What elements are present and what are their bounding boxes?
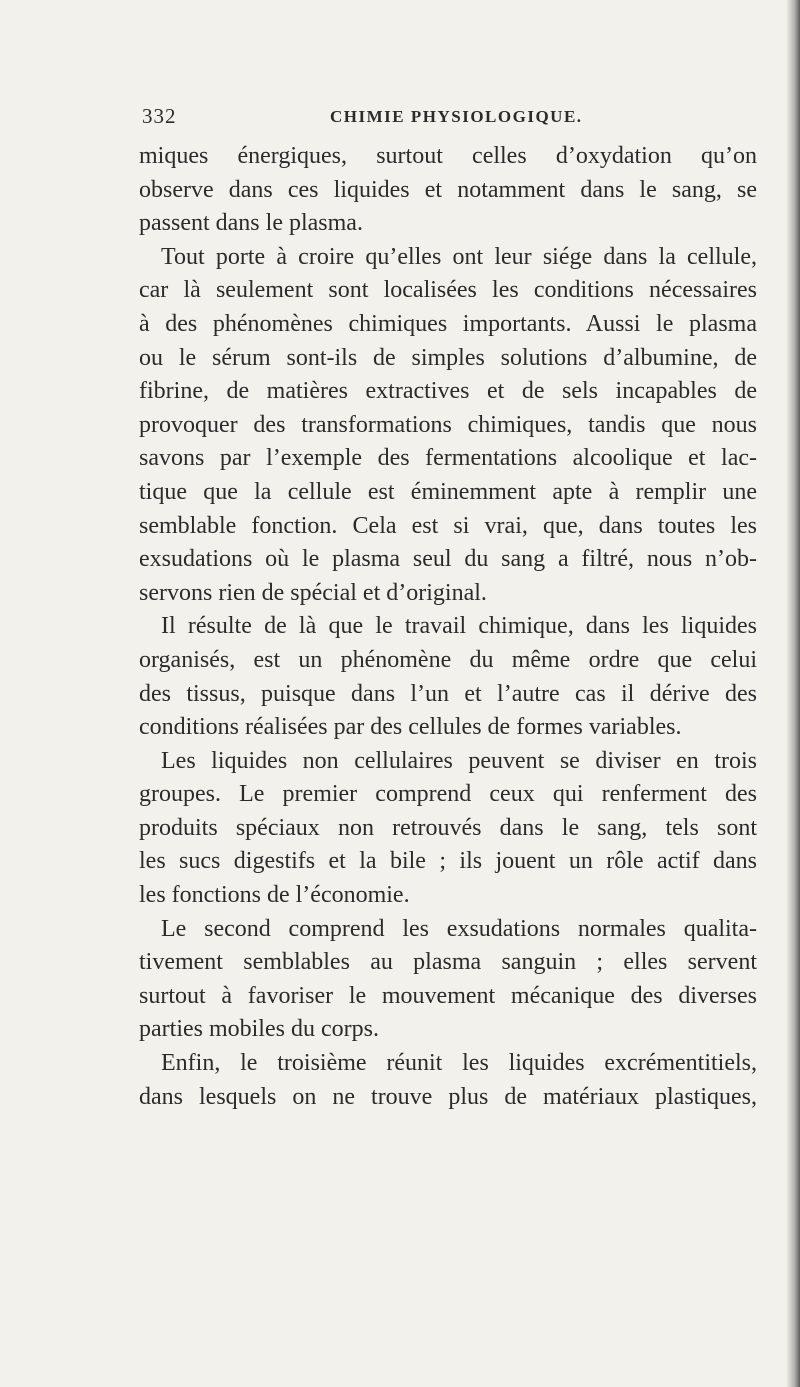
text-line: produits spéciaux non retrouvés dans le sang, tels sont: [139, 814, 757, 841]
text-line: Enfin, le troisième réunit les liquides excrémentitiels,: [161, 1050, 757, 1077]
text-line: Tout porte à croire qu’elles ont leur siége dans la cellule,: [161, 243, 757, 270]
page-number: 332: [142, 104, 177, 128]
text-line: fibrine, de matières extractives et de sels incapables de: [139, 378, 757, 405]
text-line: tivement semblables au plasma sanguin ; elles servent: [139, 949, 757, 976]
text-line: conditions réalisées par des cellules de formes variables.: [139, 714, 682, 741]
text-line: parties mobiles du corps.: [139, 1016, 379, 1043]
page-edge-shadow: [786, 0, 800, 1387]
text-line: à des phénomènes chimiques importants. Aussi le plasma: [139, 310, 757, 337]
text-line: car là seulement sont localisées les conditions nécessaires: [139, 277, 757, 304]
text-line: semblable fonction. Cela est si vrai, que, dans toutes les: [139, 512, 757, 539]
text-line: Il résulte de là que le travail chimique, dans les liquides: [161, 613, 757, 640]
text-line: exsudations où le plasma seul du sang a filtré, nous n’ob-: [139, 546, 757, 573]
text-line: ou le sérum sont-ils de simples solutions d’albumine, de: [139, 344, 757, 371]
text-line: surtout à favoriser le mouvement mécanique des diverses: [139, 982, 757, 1009]
text-line: dans lesquels on ne trouve plus de matériaux plastiques,: [139, 1083, 757, 1110]
text-line: provoquer des transformations chimiques, tandis que nous: [139, 411, 757, 438]
text-line: miques énergiques, surtout celles d’oxydation qu’on: [139, 143, 757, 169]
text-line: tique que la cellule est éminemment apte à remplir une: [139, 478, 757, 505]
text-line: organisés, est un phénomène du même ordre que celui: [139, 646, 757, 673]
text-line: Le second comprend les exsudations normales qualita-: [161, 915, 757, 942]
text-line: des tissus, puisque dans l’un et l’autre cas il dérive des: [139, 680, 757, 707]
body-text: [139, 140, 757, 1114]
text-line: les sucs digestifs et la bile ; ils jouent un rôle actif dans: [139, 848, 757, 875]
text-line: observe dans ces liquides et notamment dans le sang, se: [139, 176, 757, 203]
text-line: savons par l’exemple des fermentations alcoolique et lac-: [139, 445, 757, 472]
text-line: passent dans le plasma.: [139, 210, 363, 237]
text-line: servons rien de spécial et d’original.: [139, 579, 487, 606]
text-line: groupes. Le premier comprend ceux qui renferment des: [139, 781, 757, 808]
text-line: les fonctions de l’économie.: [139, 882, 410, 909]
text-line: Les liquides non cellulaires peuvent se diviser en trois: [161, 747, 757, 774]
running-title: CHIMIE PHYSIOLOGIQUE.: [330, 107, 583, 126]
page-header: [142, 104, 762, 134]
